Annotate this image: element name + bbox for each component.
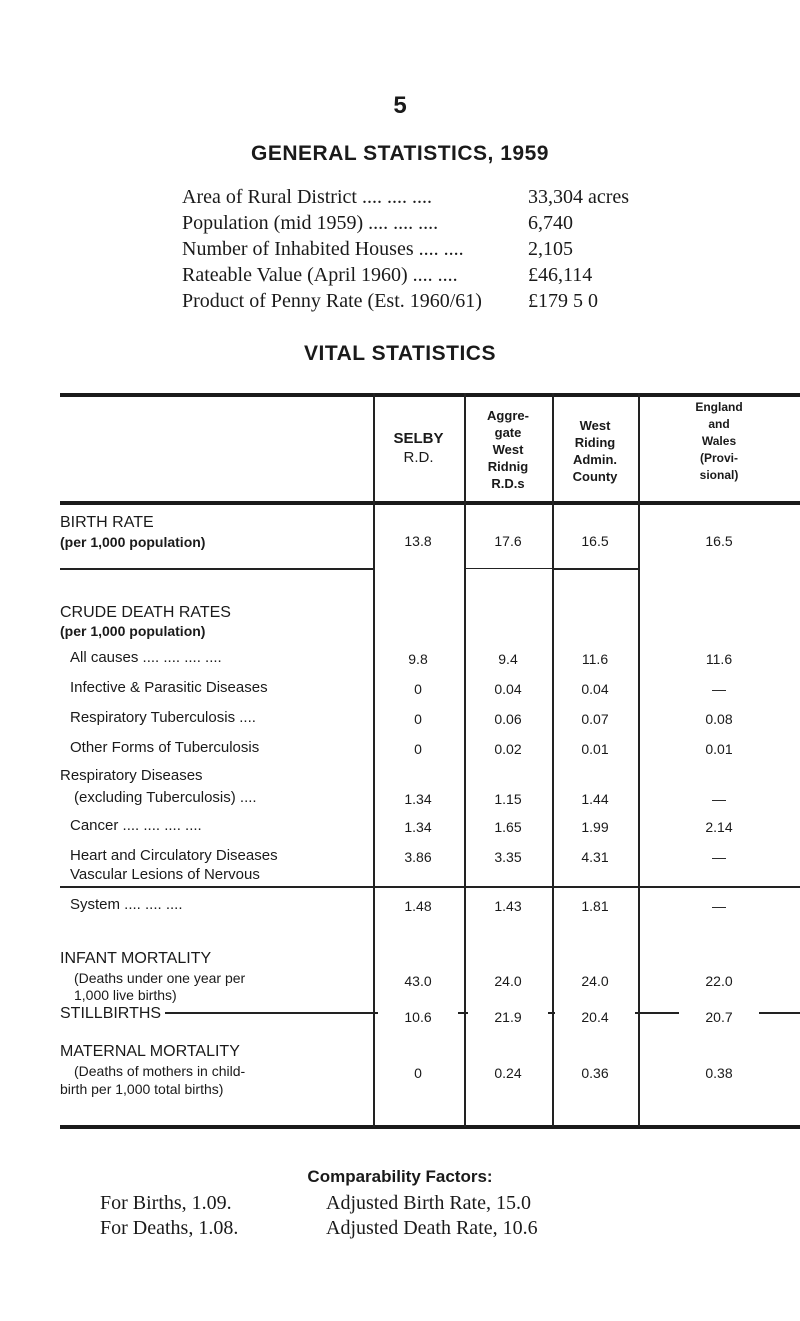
value-cell: 1.15 xyxy=(494,791,522,807)
header-line: Riding xyxy=(574,435,616,450)
value-cell: 4.31 xyxy=(581,849,609,865)
row-label: Respiratory Tuberculosis .... xyxy=(70,709,256,726)
header-line: County xyxy=(572,469,618,484)
section-subtitle: birth per 1,000 total births) xyxy=(60,1081,224,1097)
comparability-title: Comparability Factors: xyxy=(307,1167,493,1186)
row-label: All causes .... .... .... .... xyxy=(70,649,222,666)
vital-statistics-table xyxy=(60,393,800,1133)
section-title-infant-mortality: INFANT MORTALITY xyxy=(60,950,212,967)
stat-label: Area of Rural District .... .... .... xyxy=(182,186,432,208)
section-title-birth-rate: BIRTH RATE xyxy=(60,514,154,531)
value-cell: 0 xyxy=(414,1065,422,1081)
section-rule xyxy=(60,886,800,888)
stat-value: £46,114 xyxy=(528,264,593,286)
adjusted-death-rate: Adjusted Death Rate, 10.6 xyxy=(326,1217,538,1239)
value-cell: 1.34 xyxy=(404,819,432,835)
deaths-factor: For Deaths, 1.08. xyxy=(100,1217,239,1239)
header-line: Wales xyxy=(701,434,737,448)
row-label: Vascular Lesions of Nervous xyxy=(70,866,260,883)
header-line: SELBY xyxy=(393,430,444,447)
column-divider xyxy=(373,393,375,1127)
section-title-crude-death: CRUDE DEATH RATES xyxy=(60,604,231,621)
section-subtitle: (Deaths of mothers in child- xyxy=(74,1063,246,1079)
row-label: Infective & Parasitic Diseases xyxy=(70,679,268,696)
value-cell: 0.02 xyxy=(494,741,522,757)
value-cell: 20.4 xyxy=(555,1009,635,1025)
row-label: Heart and Circulatory Diseases xyxy=(70,847,278,864)
stat-row-area xyxy=(182,184,742,210)
value-cell: 0.06 xyxy=(494,711,522,727)
header-line: Ridnig xyxy=(487,459,529,474)
stat-value: 33,304 acres xyxy=(528,186,630,208)
header-line: England xyxy=(695,400,743,414)
value-cell: 0.04 xyxy=(581,681,609,697)
value-cell: 16.5 xyxy=(705,533,733,549)
section-subtitle: (Deaths under one year per xyxy=(74,970,246,986)
section-rule xyxy=(552,568,638,570)
value-cell: 10.6 xyxy=(378,1009,458,1025)
value-cell: 0.01 xyxy=(581,741,609,757)
general-statistics xyxy=(182,184,742,314)
value-cell: 21.9 xyxy=(468,1009,548,1025)
value-cell: 24.0 xyxy=(581,973,609,989)
value-cell: 0.08 xyxy=(705,711,733,727)
section-title-maternal-mortality: MATERNAL MORTALITY xyxy=(60,1043,240,1060)
value-cell: — xyxy=(712,681,726,697)
comparability-deaths xyxy=(100,1217,538,1240)
value-cell: 17.6 xyxy=(494,533,522,549)
stat-label: Population (mid 1959) .... .... .... xyxy=(182,212,439,234)
header-line: R.D.s xyxy=(491,476,525,491)
stat-label: Rateable Value (April 1960) .... .... xyxy=(182,264,458,286)
table-bottom-rule xyxy=(60,1125,800,1129)
row-label-continued: (excluding Tuberculosis) .... xyxy=(74,789,257,806)
column-header-selby xyxy=(373,429,464,467)
value-cell: 0.38 xyxy=(705,1065,733,1081)
header-line: Aggre- xyxy=(487,408,529,423)
value-cell: 2.14 xyxy=(705,819,733,835)
page-number: 5 xyxy=(393,92,407,119)
value-cell: 16.5 xyxy=(581,533,609,549)
value-cell: — xyxy=(712,898,726,914)
value-cell: 0.24 xyxy=(494,1065,522,1081)
section-rule xyxy=(60,568,373,570)
stat-row-population xyxy=(182,210,742,236)
value-cell: 13.8 xyxy=(404,533,432,549)
stat-value: 2,105 xyxy=(528,238,573,260)
value-cell: 43.0 xyxy=(404,973,432,989)
header-line: West xyxy=(492,442,524,457)
value-cell: 1.48 xyxy=(404,898,432,914)
value-cell: 1.44 xyxy=(581,791,609,807)
section-subtitle: 1,000 live births) xyxy=(74,987,177,1003)
section-subtitle: (per 1,000 population) xyxy=(60,534,206,550)
value-cell: 24.0 xyxy=(494,973,522,989)
column-divider xyxy=(638,393,640,1127)
births-factor: For Births, 1.09. xyxy=(100,1192,232,1214)
section-title-stillbirths: STILLBIRTHS xyxy=(60,1005,165,1023)
column-header-england-wales xyxy=(638,399,800,484)
value-cell: — xyxy=(712,849,726,865)
row-label-continued: System .... .... .... xyxy=(70,896,183,913)
column-divider xyxy=(552,393,554,1127)
stat-row-houses xyxy=(182,236,742,262)
stat-row-rateable-value xyxy=(182,262,742,288)
value-cell: 11.6 xyxy=(705,651,733,667)
value-cell: 9.8 xyxy=(408,651,428,667)
value-cell: 0.07 xyxy=(581,711,609,727)
section-subtitle: (per 1,000 population) xyxy=(60,623,206,639)
stat-row-penny-rate xyxy=(182,288,742,314)
value-cell: 0 xyxy=(414,681,422,697)
column-header-west-riding xyxy=(552,417,638,485)
header-line: R.D. xyxy=(403,449,434,466)
value-cell: 22.0 xyxy=(705,973,733,989)
section-rule xyxy=(464,568,552,569)
value-cell: — xyxy=(712,791,726,807)
header-line: gate xyxy=(494,425,522,440)
page-title: GENERAL STATISTICS, 1959 xyxy=(251,142,549,165)
vital-statistics-title: VITAL STATISTICS xyxy=(304,342,496,365)
stat-value: £179 5 0 xyxy=(528,290,598,312)
row-label: Other Forms of Tuberculosis xyxy=(70,739,260,756)
comparability-births xyxy=(100,1192,531,1215)
value-cell: 0 xyxy=(414,741,422,757)
header-line: sional) xyxy=(699,468,739,482)
header-line: and xyxy=(708,417,730,431)
value-cell: 0 xyxy=(414,711,422,727)
value-cell: 11.6 xyxy=(581,651,609,667)
stat-label: Product of Penny Rate (Est. 1960/61) xyxy=(182,290,482,312)
stat-value: 6,740 xyxy=(528,212,573,234)
column-header-aggregate xyxy=(464,407,552,492)
column-divider xyxy=(464,393,466,1127)
header-line: Admin. xyxy=(572,452,618,467)
stat-label: Number of Inhabited Houses .... .... xyxy=(182,238,464,260)
value-cell: 0.01 xyxy=(705,741,733,757)
header-rule xyxy=(60,501,800,505)
table-top-rule xyxy=(60,393,800,397)
value-cell: 1.65 xyxy=(494,819,522,835)
header-line: West xyxy=(579,418,611,433)
header-line: (Provi- xyxy=(699,451,738,465)
value-cell: 20.7 xyxy=(679,1009,759,1025)
value-cell: 1.43 xyxy=(494,898,522,914)
value-cell: 0.04 xyxy=(494,681,522,697)
value-cell: 3.86 xyxy=(404,849,432,865)
value-cell: 0.36 xyxy=(581,1065,609,1081)
value-cell: 3.35 xyxy=(494,849,522,865)
adjusted-birth-rate: Adjusted Birth Rate, 15.0 xyxy=(326,1192,531,1214)
value-cell: 1.34 xyxy=(404,791,432,807)
row-label: Cancer .... .... .... .... xyxy=(70,817,202,834)
value-cell: 1.99 xyxy=(581,819,609,835)
value-cell: 1.81 xyxy=(581,898,609,914)
row-label: Respiratory Diseases xyxy=(60,767,203,784)
value-cell: 9.4 xyxy=(498,651,518,667)
